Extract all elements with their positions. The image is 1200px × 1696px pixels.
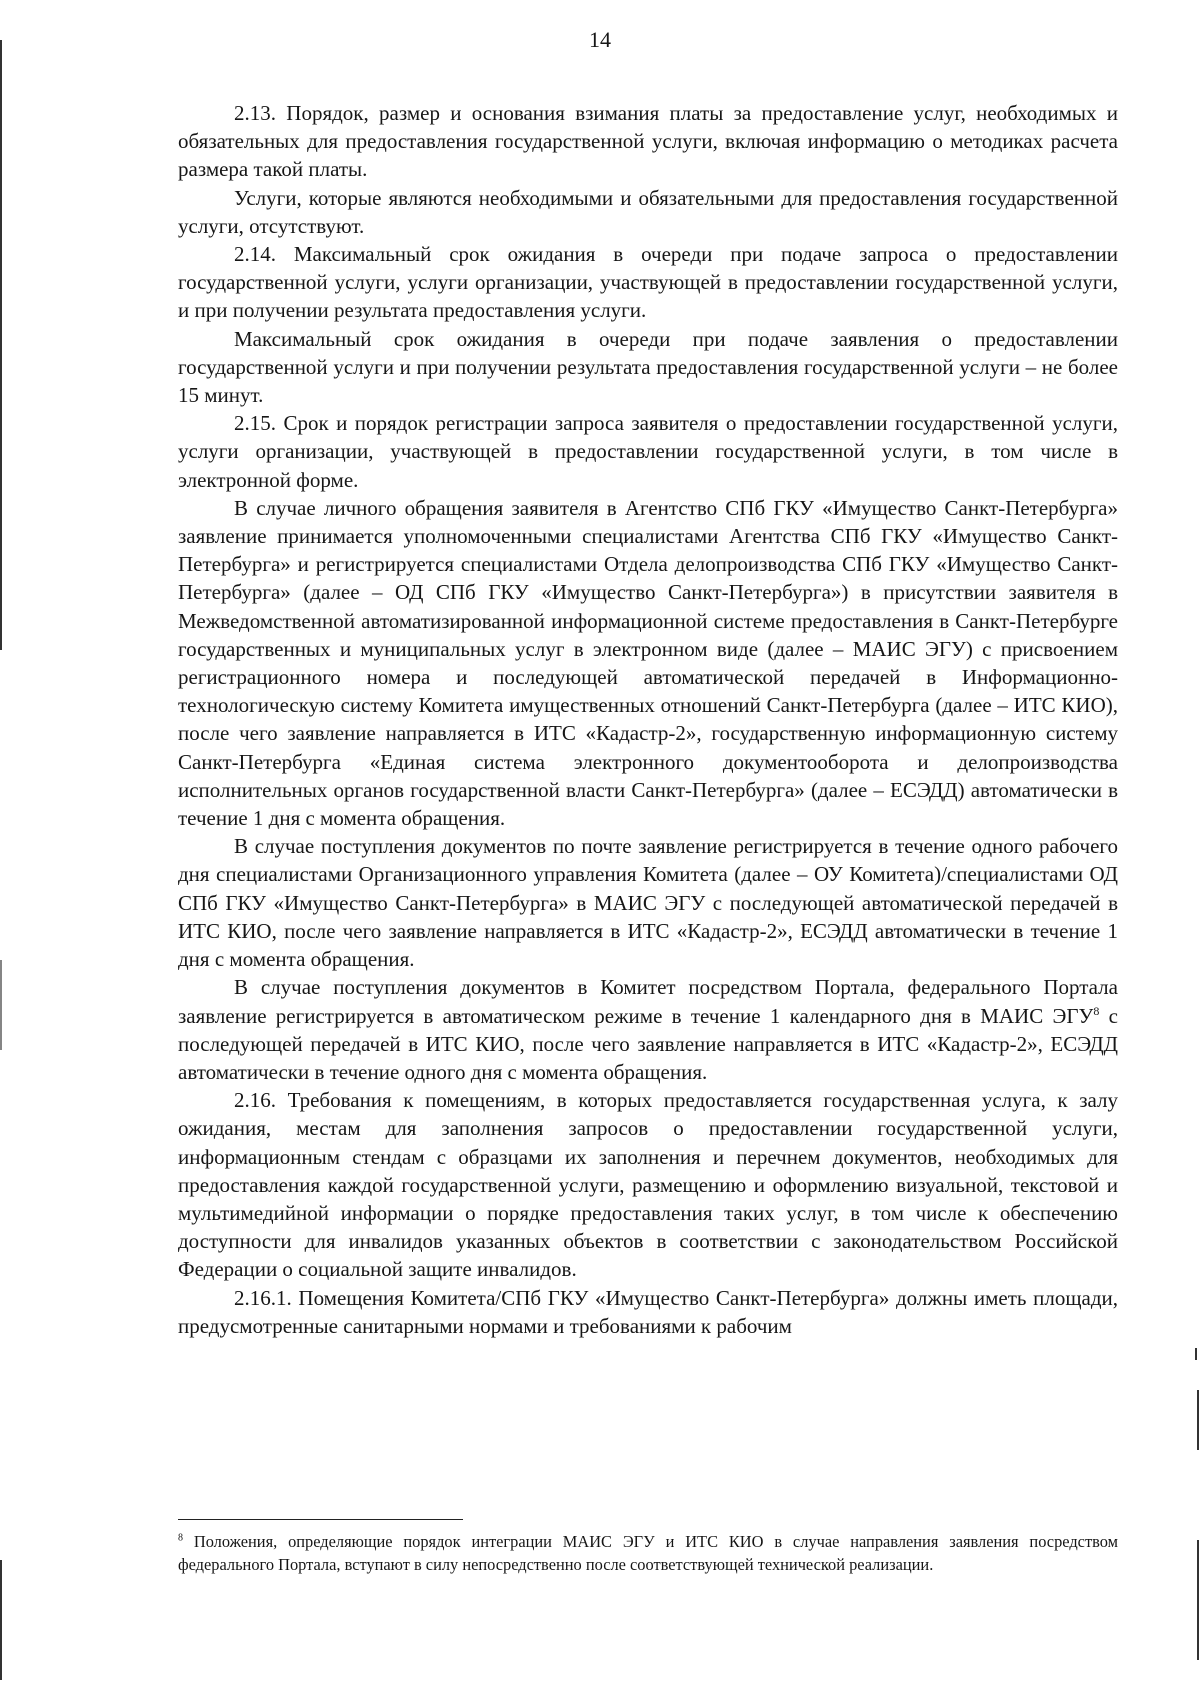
paragraph-2-15-mail: В случае поступления документов по почте заявление регистрируется в течение одного рабочего дня специалистами Организационного управления Комитета (далее – ОУ Комитета)/специалистами ОД СПб ГКУ «Имущество Санкт-Петербурга» в МАИС ЭГУ с последующей автоматической передачей в ИТС КИО, после чего заявление направляется в ИТС «Кадастр-2», ЕСЭДД автоматически в течение 1 дня с момента обращения. bbox=[178, 834, 1118, 972]
footnote-divider bbox=[178, 1519, 463, 1520]
paragraph-2-13-services: Услуги, которые являются необходимыми и обязательными для предоставления государственной услуги, отсутствуют. bbox=[178, 185, 1118, 238]
scan-edge-mark bbox=[0, 1560, 2, 1680]
footnote-reference: 8 bbox=[1093, 1003, 1100, 1018]
footnote bbox=[178, 1530, 1118, 1576]
paragraph-2-15-portal bbox=[178, 973, 1118, 1086]
scan-edge-mark bbox=[0, 960, 2, 1050]
paragraph-2-15: 2.15. Срок и порядок регистрации запроса заявителя о предоставлении государственной услуги, услуги организации, участвующей в предоставлении государственной услуги, в том числе в электронной форме. bbox=[178, 411, 1118, 492]
body-text bbox=[178, 99, 1118, 1340]
paragraph-2-14-max-wait: Максимальный срок ожидания в очереди при подаче заявления о предоставлении государственной услуги и при получении результата предоставления государственной услуги – не более 15 минут. bbox=[178, 326, 1118, 408]
paragraph-2-15-personal: В случае личного обращения заявителя в Агентство СПб ГКУ «Имущество Санкт-Петербурга» заявление принимается уполномоченными специалистами Агентства СПб ГКУ «Имущество Санкт-Петербурга» и регистрируется специалистами Отдела делопроизводства СПб ГКУ «Имущество Санкт-Петербурга» (далее – ОД СПб ГКУ «Имущество Санкт-Петербурга») в присутствии заявителя в Межведомственной автоматизированной информационной системе предоставления в Санкт-Петербурге государственных и муниципальных услуг в электронном виде (далее – МАИС ЭГУ) с присвоением регистрационного номера и последующей автоматической передачей в Информационно-технологическую систему Комитета имущественных отношений Санкт-Петербурга (далее – ИТС КИО), после чего заявление направляется в ИТС «Кадастр-2», государственную информационную систему Санкт-Петербурга «Единая система электронного документооборота и делопроизводства исполнительных органов государственной власти Санкт-Петербурга» (далее – ЕСЭДД) автоматически в течение 1 дня с момента обращения. bbox=[178, 495, 1118, 831]
scan-edge-mark bbox=[0, 40, 2, 650]
portal-text-after: с последующей передачей в ИТС КИО, после чего заявление направляется в ИТС «Кадастр-2», ЕСЭДД автоматически в течение одного дня с момента обращения. bbox=[178, 1003, 1118, 1084]
paragraph-2-13: 2.13. Порядок, размер и основания взимания платы за предоставление услуг, необходимых и обязательных для предоставления государственной услуги, включая информацию о методиках расчета размера такой платы. bbox=[178, 101, 1118, 182]
scan-edge-mark bbox=[1195, 1348, 1197, 1360]
scan-edge-mark bbox=[1197, 1390, 1199, 1450]
footnote-text: Положения, определяющие порядок интеграции МАИС ЭГУ и ИТС КИО в случае направления заявления посредством федерального Портала, вступают в силу непосредственно после соответствующей технической реализации. bbox=[178, 1532, 1118, 1574]
footnote-mark: 8 bbox=[178, 1532, 183, 1544]
paragraph-2-14: 2.14. Максимальный срок ожидания в очереди при подаче запроса о предоставлении государственной услуги, услуги организации, участвующей в предоставлении государственной услуги, и при получении результата предоставления услуги. bbox=[178, 242, 1118, 323]
scan-edge-mark bbox=[1197, 1540, 1199, 1660]
paragraph-2-16-1: 2.16.1. Помещения Комитета/СПб ГКУ «Имущество Санкт-Петербурга» должны иметь площади, предусмотренные санитарными нормами и требованиями к рабочим bbox=[178, 1285, 1118, 1338]
paragraph-2-16: 2.16. Требования к помещениям, в которых предоставляется государственная услуга, к залу ожидания, местам для заполнения запросов о предоставлении государственной услуги, информационным стендам с образцами их заполнения и перечнем документов, необходимых для предоставления каждой государственной услуги, размещению и оформлению визуальной, текстовой и мультимедийной информации о порядке предоставления таких услуг, в том числе к обеспечению доступности для инвалидов указанных объектов в соответствии с законодательством Российской Федерации о социальной защите инвалидов. bbox=[178, 1088, 1118, 1282]
page-number: 14 bbox=[589, 27, 611, 52]
portal-text-before: В случае поступления документов в Комитет посредством Портала, федерального Портала заявление регистрируется в автоматическом режиме в течение 1 календарного дня в МАИС ЭГУ bbox=[178, 975, 1118, 1028]
